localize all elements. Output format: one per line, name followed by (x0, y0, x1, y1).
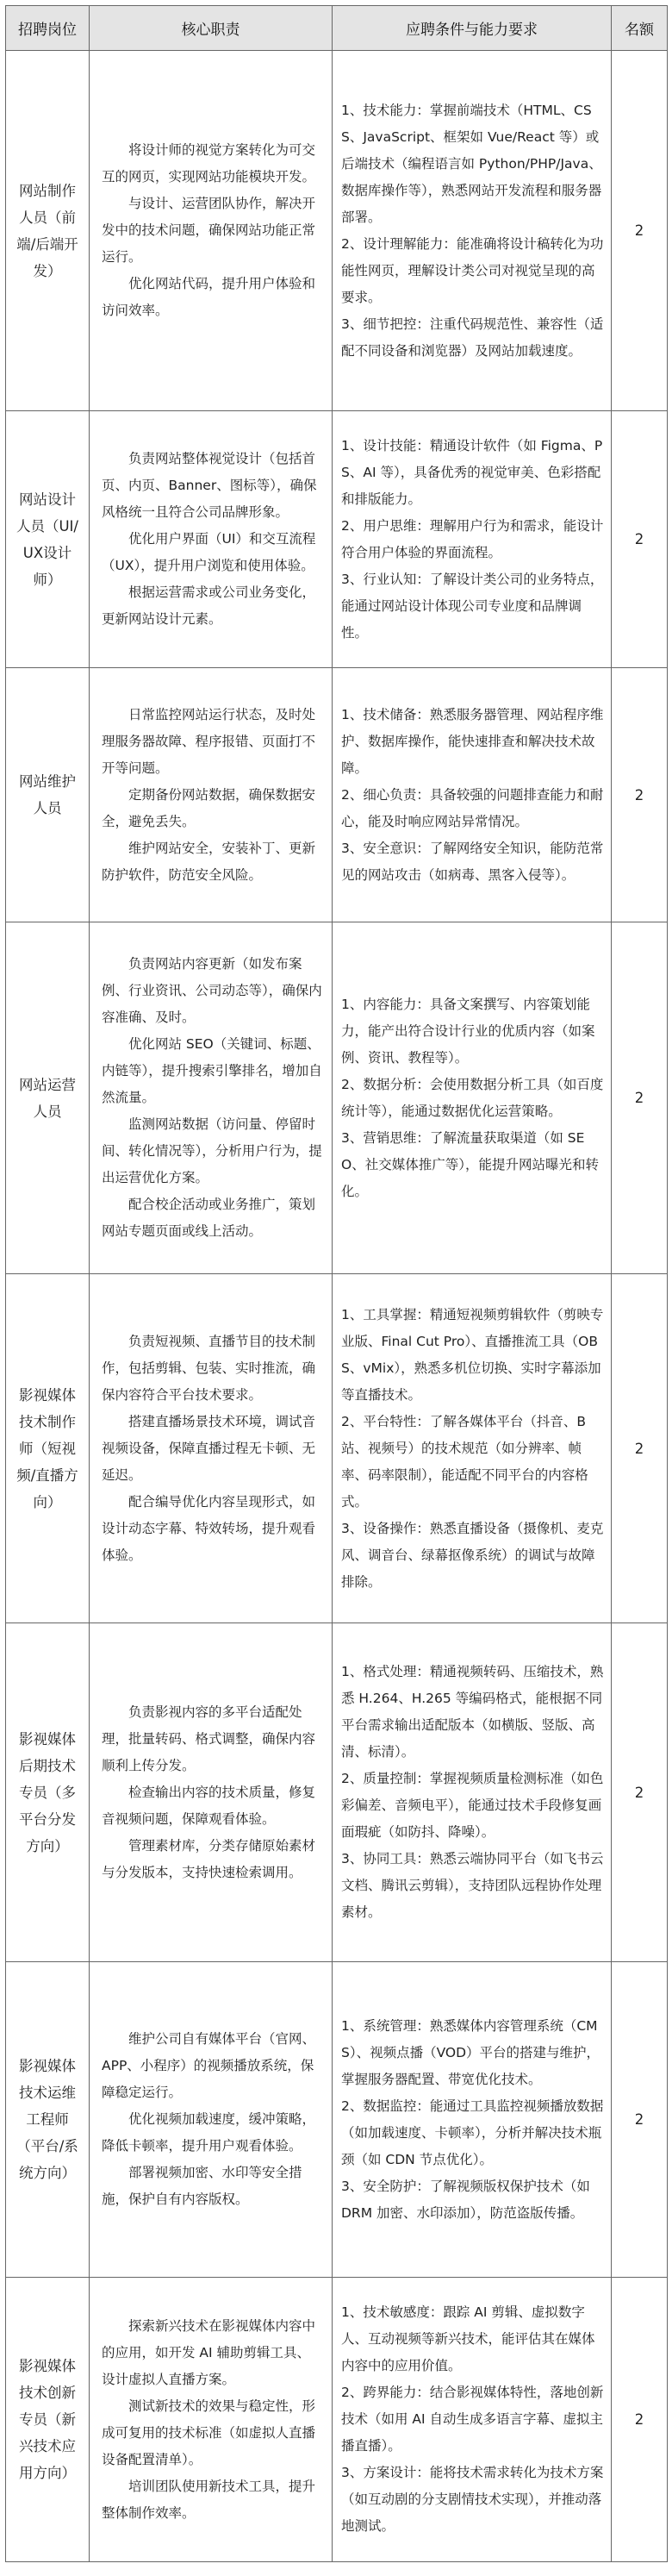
position-cell: 网站制作人员（前端/后端开发） (6, 51, 90, 411)
duty-item: 负责网站内容更新（如发布案例、行业资讯、公司动态等），确保内容准确、及时。 (102, 956, 322, 1025)
table-row (6, 2278, 668, 2562)
duty-item: 负责影视内容的多平台适配处理，批量转码、格式调整，确保内容顺利上传分发。 (102, 1704, 316, 1773)
requirement-item: 1、技术储备：熟悉服务器管理、网站程序维护、数据库操作，能快速排查和解决技术故障。 (341, 706, 604, 776)
requirements-cell (333, 1962, 612, 2278)
requirement-item: 3、营销思维：了解流量获取渠道（如 SEO、社交媒体推广等），能提升网站曝光和转化。 (341, 1129, 599, 1199)
duty-item: 培训团队使用新技术工具，提升整体制作效率。 (102, 2478, 316, 2521)
duty-item: 负责网站整体视觉设计（包括首页、内页、Banner、图标等），确保风格统一且符合公司品牌形象。 (102, 451, 317, 520)
count-cell: 2 (612, 668, 668, 922)
table-body (6, 51, 668, 2562)
requirement-item: 1、设计技能：精通设计软件（如 Figma、PS、AI 等），具备优秀的视觉审美、色彩搭配和排版能力。 (341, 437, 603, 507)
requirements-cell (333, 2278, 612, 2562)
table-row (6, 411, 668, 668)
requirement-item: 1、技术能力：掌握前端技术（HTML、CSS、JavaScript、框架如 Vue/React 等）或后端技术（编程语言如 Python/PHP/Java、数据库操作等），熟悉网站开发流程和服务器部署。 (341, 102, 602, 225)
duties-cell (90, 1623, 333, 1962)
table-row (6, 51, 668, 411)
requirements-cell (333, 51, 612, 411)
requirement-item: 3、细节把控：注重代码规范性、兼容性（适配不同设备和浏览器）及网站加载速度。 (341, 316, 604, 359)
requirement-item: 2、跨界能力：结合影视媒体特性，落地创新技术（如用 AI 自动生成多语言字幕、虚拟主播直播）。 (341, 2385, 604, 2454)
duties-cell (90, 668, 333, 922)
duty-item: 与设计、运营团队协作，解决开发中的技术问题，确保网站功能正常运行。 (102, 196, 316, 265)
header-count: 名额 (612, 6, 668, 51)
duty-item: 检查输出内容的技术质量，修复音视频问题，保障观看体验。 (102, 1784, 316, 1827)
table-header (6, 6, 668, 51)
requirement-item: 1、系统管理：熟悉媒体内容管理系统（CMS）、视频点播（VOD）平台的搭建与维护，掌握服务器配置、带宽优化技术。 (341, 2017, 600, 2087)
duties-cell (90, 1274, 333, 1623)
duty-item: 优化网站代码，提升用户体验和访问效率。 (102, 276, 316, 318)
requirements-cell (333, 668, 612, 922)
duty-item: 监测网站数据（访问量、停留时间、转化情况等），分析用户行为，提出运营优化方案。 (102, 1116, 322, 1185)
count-cell: 2 (612, 922, 668, 1274)
duty-item: 管理素材库，分类存储原始素材与分发版本，支持快速检索调用。 (102, 1837, 316, 1880)
duty-item: 日常监控网站运行状态，及时处理服务器故障、程序报错、页面打不开等问题。 (102, 706, 316, 776)
duties-cell (90, 51, 333, 411)
count-cell: 2 (612, 1962, 668, 2278)
position-cell: 影视媒体技术运维工程师（平台/系统方向） (6, 1962, 90, 2278)
requirement-item: 1、格式处理：精通视频转码、压缩技术，熟悉 H.264、H.265 等编码格式，能根据不同平台需求输出适配版本（如横版、竖版、高清、标清）。 (341, 1664, 604, 1760)
table-row (6, 1962, 668, 2278)
count-cell: 2 (612, 411, 668, 668)
duty-item: 配合校企活动或业务推广，策划网站专题页面或线上活动。 (102, 1197, 316, 1239)
requirement-item: 2、平台特性：了解各媒体平台（抖音、B 站、视频号）的技术规范（如分辨率、帧率、码率限制），能适配不同平台的内容格式。 (341, 1413, 588, 1510)
requirement-item: 3、设备操作：熟悉直播设备（摄像机、麦克风、调音台、绿幕抠像系统）的调试与故障排除。 (341, 1520, 604, 1590)
table-row (6, 1623, 668, 1962)
duties-cell (90, 2278, 333, 2562)
requirements-cell (333, 1274, 612, 1623)
requirement-item: 2、用户思维：理解用户行为和需求，能设计符合用户体验的界面流程。 (341, 517, 604, 560)
requirement-item: 3、安全防护：了解视频版权保护技术（如 DRM 加密、水印添加），防范盗版传播。 (341, 2178, 590, 2221)
header-duties: 核心职责 (90, 6, 333, 51)
duty-item: 维护网站安全，安装补丁、更新防护软件，防范安全风险。 (102, 840, 316, 883)
requirements-cell (333, 411, 612, 668)
requirement-item: 3、协同工具：熟悉云端协同平台（如飞书云文档、腾讯云剪辑），支持团队远程协作处理素材。 (341, 1851, 604, 1920)
position-cell: 网站设计人员（UI/UX设计师） (6, 411, 90, 668)
requirement-item: 2、数据分析：会使用数据分析工具（如百度统计等），能通过数据优化运营策略。 (341, 1076, 604, 1119)
count-cell: 2 (612, 51, 668, 411)
count-cell: 2 (612, 1623, 668, 1962)
requirements-cell (333, 1623, 612, 1962)
requirements-cell (333, 922, 612, 1274)
requirement-item: 1、工具掌握：精通短视频剪辑软件（剪映专业版、Final Cut Pro）、直播推流工具（OBS、vMix），熟悉多机位切换、实时字幕添加等直播技术。 (341, 1306, 604, 1403)
header-requirements: 应聘条件与能力要求 (333, 6, 612, 51)
requirement-item: 3、安全意识：了解网络安全知识，能防范常见的网站攻击（如病毒、黑客入侵等）。 (341, 840, 604, 883)
table-row (6, 1274, 668, 1623)
duty-item: 维护公司自有媒体平台（官网、APP、小程序）的视频播放系统，保障稳定运行。 (102, 2031, 316, 2100)
duty-item: 优化用户界面（UI）和交互流程（UX），提升用户浏览和使用体验。 (102, 531, 316, 573)
requirement-item: 3、行业认知：了解设计类公司的业务特点，能通过网站设计体现公司专业度和品牌调性。 (341, 571, 604, 641)
requirement-item: 1、技术敏感度：跟踪 AI 剪辑、虚拟数字人、互动视频等新兴技术，能评估其在媒体内容中的应用价值。 (341, 2304, 595, 2373)
count-cell: 2 (612, 2278, 668, 2562)
duty-item: 部署视频加密、水印等安全措施，保护自有内容版权。 (102, 2165, 302, 2207)
duty-item: 测试新技术的效果与稳定性，形成可复用的技术标准（如虚拟人直播设备配置清单）。 (102, 2398, 316, 2467)
duties-cell (90, 411, 333, 668)
requirement-item: 2、细心负责：具备较强的问题排查能力和耐心，能及时响应网站异常情况。 (341, 786, 604, 829)
duty-item: 配合编导优化内容呈现形式，如设计动态字幕、特效转场，提升观看体验。 (102, 1493, 316, 1563)
duties-cell (90, 922, 333, 1274)
table-row (6, 668, 668, 922)
position-cell: 影视媒体技术制作师（短视频/直播方向） (6, 1274, 90, 1623)
duty-item: 搭建直播场景技术环境，调试音视频设备，保障直播过程无卡顿、无延迟。 (102, 1413, 316, 1483)
duties-cell (90, 1962, 333, 2278)
requirement-item: 1、内容能力：具备文案撰写、内容策划能力，能产出符合设计行业的优质内容（如案例、资讯、教程等）。 (341, 996, 595, 1066)
duty-item: 探索新兴技术在影视媒体内容中的应用，如开发 AI 辅助剪辑工具、设计虚拟人直播方案。 (102, 2317, 316, 2387)
duty-item: 定期备份网站数据，确保数据安全，避免丢失。 (102, 786, 316, 829)
recruitment-table (5, 5, 668, 2562)
requirement-item: 2、设计理解能力：能准确将设计稿转化为功能性网页，理解设计类公司对视觉呈现的高要求。 (341, 235, 604, 305)
position-cell: 网站运营人员 (6, 922, 90, 1274)
header-row (6, 6, 668, 51)
table-row (6, 922, 668, 1274)
duty-item: 优化视频加载速度，缓冲策略，降低卡顿率，提升用户观看体验。 (102, 2111, 316, 2154)
duty-item: 优化网站 SEO（关键词、标题、内链等），提升搜索引擎排名，增加自然流量。 (102, 1036, 322, 1105)
position-cell: 网站维护人员 (6, 668, 90, 922)
requirement-item: 3、方案设计：能将技术需求转化为技术方案（如互动剧的分支剧情技术实现），并推动落地测试。 (341, 2465, 604, 2534)
duty-item: 负责短视频、直播节目的技术制作，包括剪辑、包装、实时推流，确保内容符合平台技术要求。 (102, 1333, 316, 1403)
duty-item: 将设计师的视觉方案转化为可交互的网页，实现网站功能模块开发。 (102, 142, 316, 184)
header-position: 招聘岗位 (6, 6, 90, 51)
requirement-item: 2、质量控制：掌握视频质量检测标准（如色彩偏差、音频电平），能通过技术手段修复画面瑕疵（如防抖、降噪）。 (341, 1771, 604, 1840)
count-cell: 2 (612, 1274, 668, 1623)
position-cell: 影视媒体后期技术专员（多平台分发方向） (6, 1623, 90, 1962)
position-cell: 影视媒体技术创新专员（新兴技术应用方向） (6, 2278, 90, 2562)
requirement-item: 2、数据监控：能通过工具监控视频播放数据（如加载速度、卡顿率），分析并解决技术瓶颈（如 CDN 节点优化）。 (341, 2098, 604, 2167)
duty-item: 根据运营需求或公司业务变化，更新网站设计元素。 (102, 585, 316, 627)
